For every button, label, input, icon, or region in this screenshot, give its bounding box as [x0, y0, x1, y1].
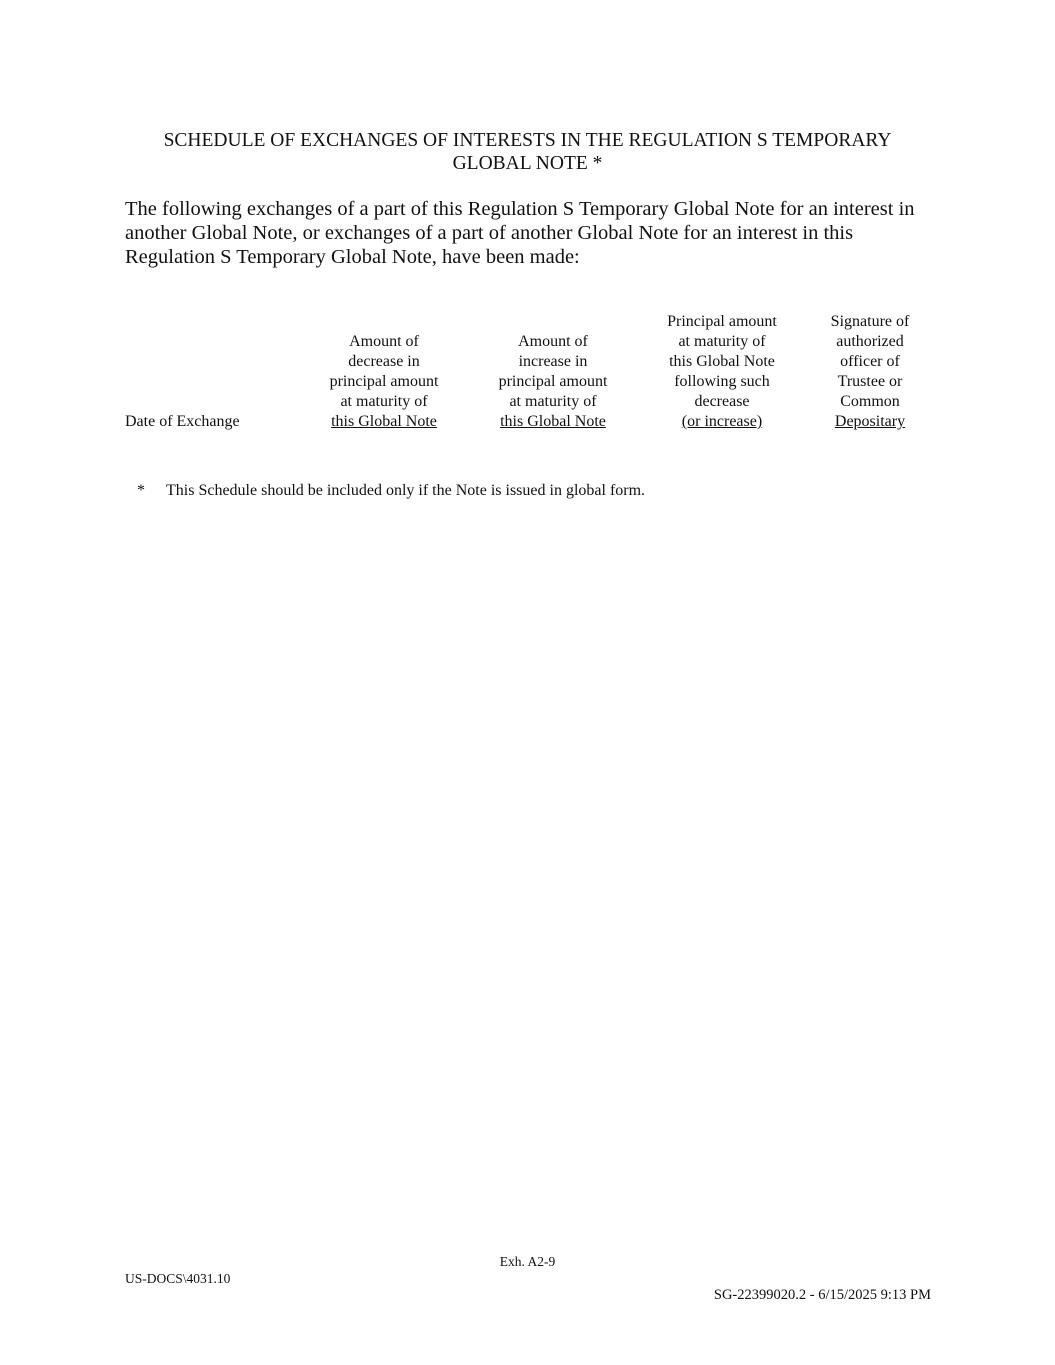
- column-header-date-of-exchange: Date of Exchange: [125, 413, 240, 430]
- column-header-decrease: [314, 332, 454, 432]
- footnote: [137, 481, 645, 501]
- column-header-line: Trustee or: [837, 373, 903, 390]
- footnote-text: This Schedule should be included only if the Note is issued in global form.: [166, 482, 646, 499]
- column-header-line: following such: [674, 373, 770, 390]
- column-header-signature: [810, 312, 930, 432]
- column-header-line: decrease in: [348, 353, 420, 370]
- column-header-line: officer of: [840, 353, 900, 370]
- column-header-line: Depositary: [834, 413, 906, 430]
- page-title-line-2: GLOBAL NOTE *: [452, 153, 603, 174]
- column-header-increase: [483, 332, 623, 432]
- footer-doc-id: SG-22399020.2 - 6/15/2025 9:13 PM: [713, 1287, 931, 1303]
- footer-doc-ref: US-DOCS\4031.10: [125, 1271, 231, 1286]
- column-header-line: Principal amount: [667, 313, 777, 330]
- column-header-line: Signature of: [830, 313, 910, 330]
- column-header-line: authorized: [836, 333, 904, 350]
- footer-exhibit-label: Exh. A2-9: [499, 1254, 556, 1269]
- column-header-line: Amount of: [349, 333, 419, 350]
- intro-paragraph: The following exchanges of a part of this Regulation S Temporary Global Note for an interest in another Global Note, or exchanges of a part of another Global Note for an interest in this Regulation S Temporary Global Note, have been made:: [125, 198, 915, 268]
- column-header-line: Common: [840, 393, 900, 410]
- column-header-line: decrease: [694, 393, 750, 410]
- footnote-marker: *: [137, 482, 145, 499]
- column-header-line: increase in: [518, 353, 588, 370]
- page-title: [125, 129, 930, 175]
- column-header-line: principal amount: [329, 373, 439, 390]
- column-header-line: this Global Note: [500, 413, 606, 430]
- column-header-principal-following: [652, 312, 792, 432]
- column-header-line: at maturity of: [340, 393, 428, 410]
- column-header-line: this Global Note: [669, 353, 775, 370]
- column-header-line: Amount of: [518, 333, 588, 350]
- column-header-line: (or increase): [681, 413, 763, 430]
- column-header-line: principal amount: [498, 373, 608, 390]
- column-header-line: at maturity of: [678, 333, 766, 350]
- page-title-line-1: SCHEDULE OF EXCHANGES OF INTERESTS IN THE REGULATION S TEMPORARY: [163, 130, 892, 151]
- column-header-line: at maturity of: [509, 393, 597, 410]
- column-header-line: this Global Note: [331, 413, 437, 430]
